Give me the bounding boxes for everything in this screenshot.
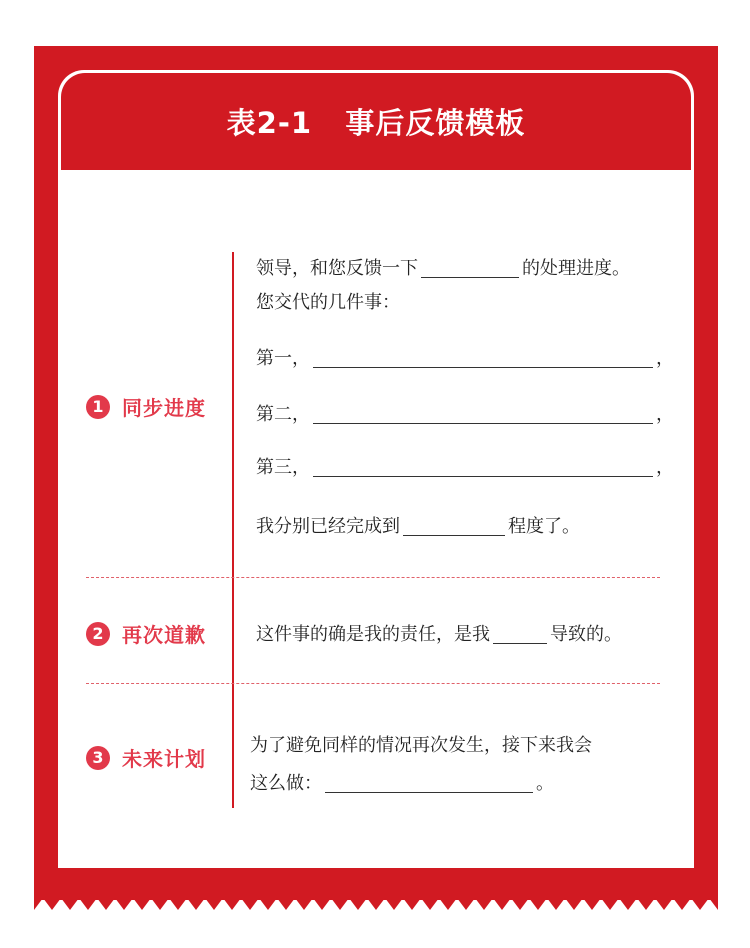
- section-label-apologize: [86, 619, 206, 648]
- section-divider: [86, 577, 660, 578]
- fill-in-blank[interactable]: [313, 456, 653, 477]
- form-line: [250, 769, 554, 795]
- page-title: 表2-1 事后反馈模板: [226, 106, 526, 140]
- form-line: [256, 344, 674, 370]
- form-line: [256, 400, 674, 426]
- vertical-divider: [232, 252, 234, 808]
- section-number-badge: 2: [86, 622, 110, 646]
- fill-in-blank[interactable]: [313, 347, 653, 368]
- line-text: 您交代的几件事：: [256, 292, 400, 313]
- fill-in-blank[interactable]: [493, 623, 547, 644]
- section-number-badge: 3: [86, 746, 110, 770]
- card-header: [61, 73, 691, 170]
- line-text: 第一，: [256, 348, 310, 369]
- fill-in-blank[interactable]: [325, 772, 533, 793]
- section-label-sync-progress: [86, 392, 206, 421]
- section-title: 再次道歉: [122, 623, 206, 647]
- section-label-future-plan: [86, 743, 206, 772]
- line-text: 第三，: [256, 457, 310, 478]
- form-line: [256, 453, 674, 479]
- line-text: ，: [656, 348, 674, 369]
- form-line: [256, 254, 630, 280]
- line-text: 领导，和您反馈一下: [256, 258, 418, 279]
- fill-in-blank[interactable]: [421, 257, 519, 278]
- section-title: 未来计划: [122, 747, 206, 771]
- section-number-badge: 1: [86, 395, 110, 419]
- line-text: 的处理进度。: [522, 258, 630, 279]
- line-text: 。: [536, 773, 554, 794]
- line-text: 这件事的确是我的责任，是我: [256, 624, 490, 645]
- line-text: 为了避免同样的情况再次发生，接下来我会: [250, 735, 592, 756]
- zigzag-edge: [34, 888, 718, 910]
- line-text: ，: [656, 457, 674, 478]
- line-text: 这么做：: [250, 773, 322, 794]
- form-line: [256, 620, 622, 646]
- line-text: ，: [656, 404, 674, 425]
- form-line: [256, 512, 580, 538]
- line-text: 我分别已经完成到: [256, 516, 400, 537]
- line-text: 程度了。: [508, 516, 580, 537]
- section-title: 同步进度: [122, 396, 206, 420]
- line-text: 第二，: [256, 404, 310, 425]
- form-line: [250, 731, 592, 757]
- form-line: [256, 288, 400, 314]
- section-divider: [86, 683, 660, 684]
- fill-in-blank[interactable]: [403, 515, 505, 536]
- fill-in-blank[interactable]: [313, 403, 653, 424]
- line-text: 导致的。: [550, 624, 622, 645]
